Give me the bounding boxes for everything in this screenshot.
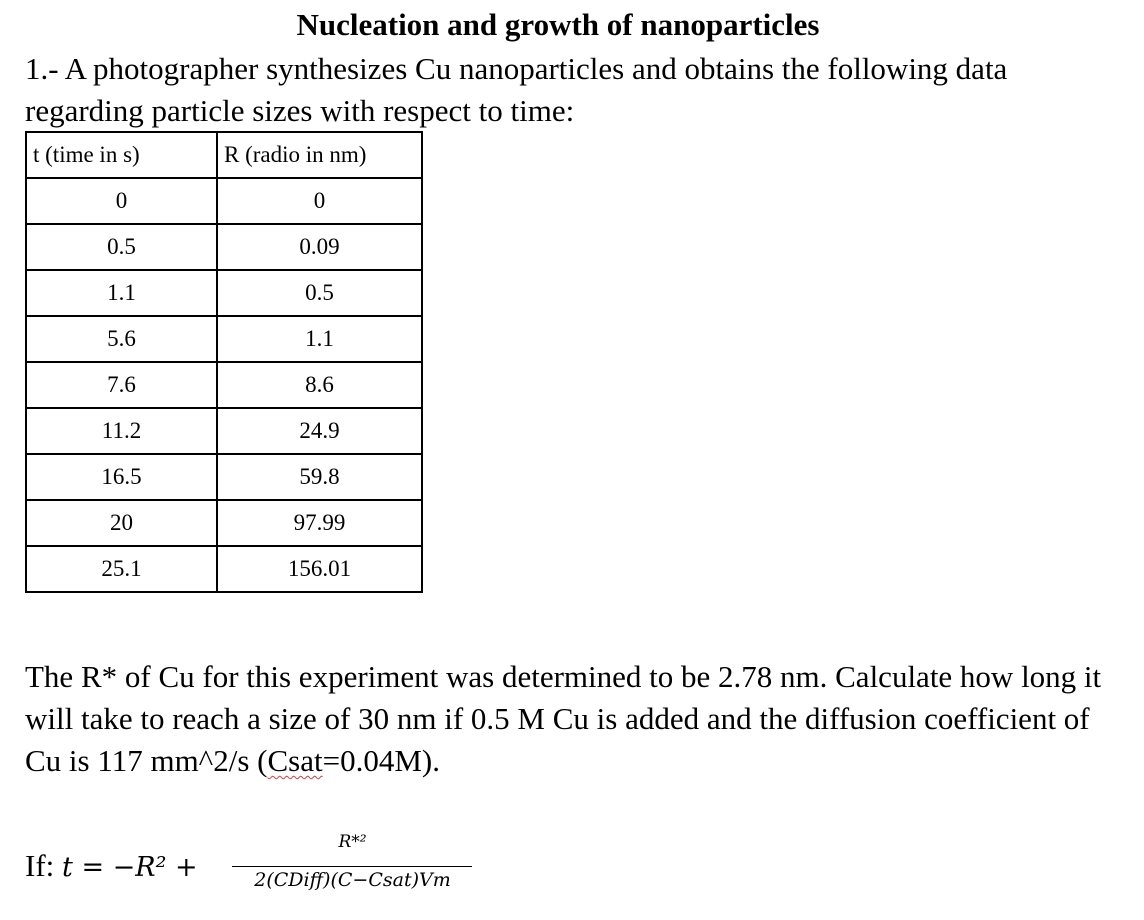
formula-denominator: 2(CDiff)(C−Csat)Vm xyxy=(254,869,451,891)
time-cell: 16.5 xyxy=(26,454,217,500)
page-title: Nucleation and growth of nanoparticles xyxy=(296,7,820,42)
formula-lhs xyxy=(25,848,198,884)
time-cell: 0 xyxy=(26,178,217,224)
radius-cell: 8.6 xyxy=(217,362,422,408)
formula-fraction xyxy=(230,828,475,902)
question-text: The R* of Cu for this experiment was determined to be 2.78 nm. Calculate how long it will take to reach a size of 30 nm if 0.5 M Cu is added and the diffusion coefficient of Cu is 117 mm^2/s ( xyxy=(25,659,1102,778)
formula-numerator: R*² xyxy=(338,832,367,852)
time-cell: 25.1 xyxy=(26,546,217,592)
radius-cell: 97.99 xyxy=(217,500,422,546)
table-row xyxy=(26,270,422,316)
radius-cell: 1.1 xyxy=(217,316,422,362)
time-cell: 5.6 xyxy=(26,316,217,362)
time-cell: 1.1 xyxy=(26,270,217,316)
table-row xyxy=(26,408,422,454)
radius-cell: 0.5 xyxy=(217,270,422,316)
data-table xyxy=(25,131,423,593)
radius-cell: 24.9 xyxy=(217,408,422,454)
time-cell: 20 xyxy=(26,500,217,546)
problem-intro: 1.- A photographer synthesizes Cu nanoparticles and obtains the following data regarding particle sizes with respect to time: xyxy=(25,51,1008,128)
time-cell: 11.2 xyxy=(26,408,217,454)
question-text-end: =0.04M). xyxy=(322,743,440,778)
formula-equation: t = −R² + xyxy=(62,852,198,883)
problem-question xyxy=(25,656,1125,782)
table-row xyxy=(26,454,422,500)
formula xyxy=(25,828,585,908)
time-cell: 0.5 xyxy=(26,224,217,270)
radius-cell: 59.8 xyxy=(217,454,422,500)
table-row xyxy=(26,500,422,546)
table-row xyxy=(26,224,422,270)
radius-cell: 156.01 xyxy=(217,546,422,592)
time-cell: 7.6 xyxy=(26,362,217,408)
table-row xyxy=(26,178,422,224)
table-row xyxy=(26,362,422,408)
formula-lead: If: xyxy=(25,848,55,883)
column-header-time: t (time in s) xyxy=(26,132,217,178)
radius-cell: 0 xyxy=(217,178,422,224)
table-header-row xyxy=(26,132,422,178)
table-row xyxy=(26,546,422,592)
column-header-radius: R (radio in nm) xyxy=(217,132,422,178)
radius-cell: 0.09 xyxy=(217,224,422,270)
spellcheck-marked-word: Csat xyxy=(267,743,323,778)
table-row xyxy=(26,316,422,362)
fraction-bar xyxy=(232,866,472,867)
